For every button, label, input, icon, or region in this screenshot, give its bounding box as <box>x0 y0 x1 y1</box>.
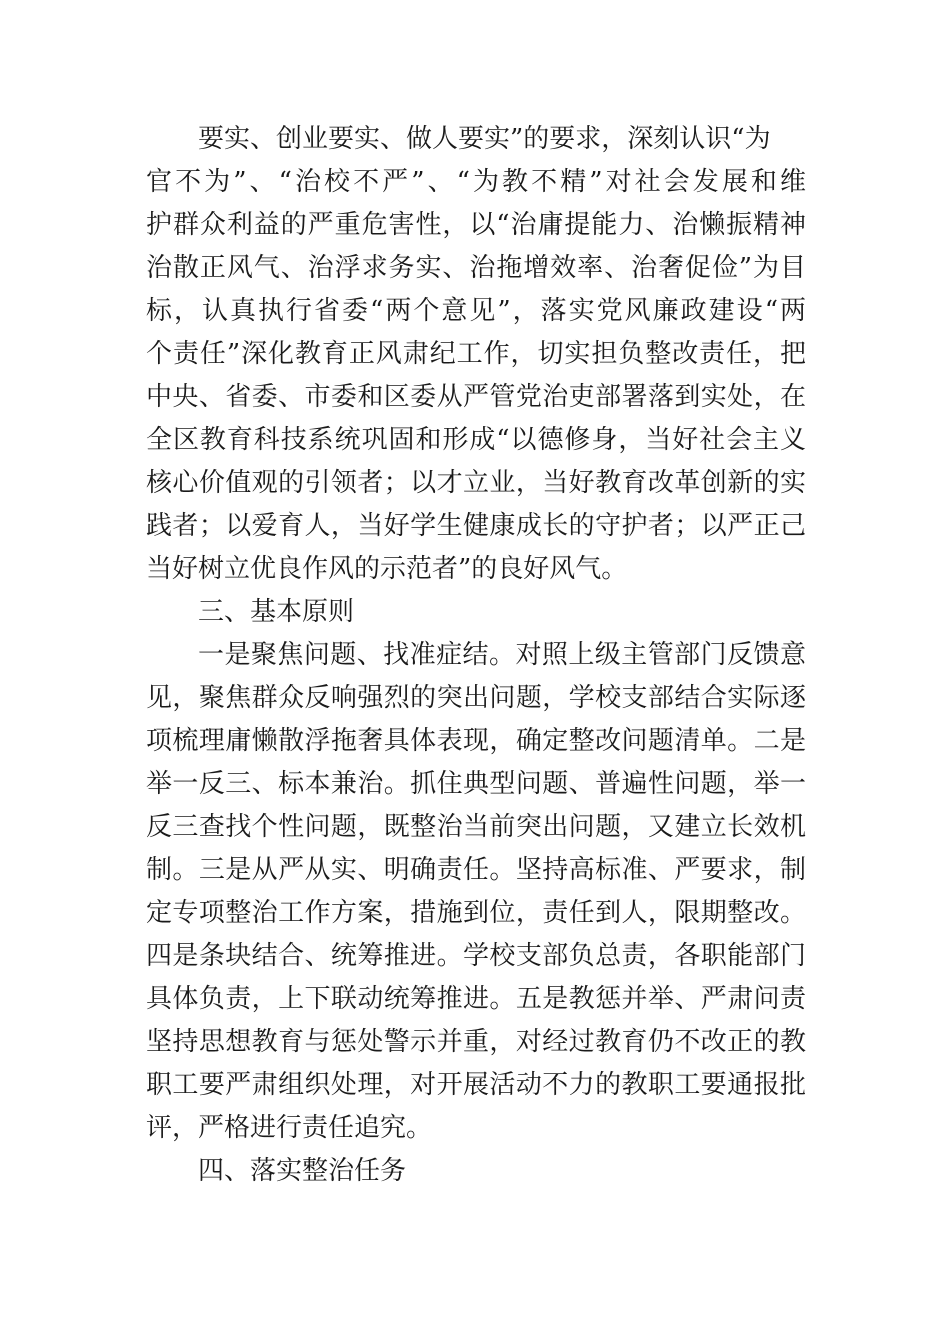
text-line: 全区教育科技系统巩固和形成“以德修身，当好社会主义 <box>146 425 806 455</box>
text-line: 要实、创业要实、做人要实”的要求，深刻认识“为 <box>198 124 771 154</box>
section-heading: 三、基本原则 <box>198 597 355 627</box>
text-line: 治散正风气、治浮求务实、治拖增效率、治奢促俭”为目 <box>146 253 806 283</box>
text-line: 坚持思想教育与惩处警示并重，对经过教育仍不改正的教 <box>146 1027 806 1057</box>
text-line: 四是条块结合、统筹推进。学校支部负总责，各职能部门 <box>146 941 806 971</box>
text-line: 举一反三、标本兼治。抓住典型问题、普遍性问题，举一 <box>146 769 806 799</box>
section-heading: 四、落实整治任务 <box>198 1156 407 1186</box>
text-line: 见，聚焦群众反响强烈的突出问题，学校支部结合实际逐 <box>146 683 806 713</box>
text-line: 评，严格进行责任追究。 <box>146 1113 433 1143</box>
text-line: 制。三是从严从实、明确责任。坚持高标准、严要求，制 <box>146 855 806 885</box>
text-line: 一是聚焦问题、找准症结。对照上级主管部门反馈意 <box>198 640 806 670</box>
text-line: 官不为”、“治校不严”、“为教不精”对社会发展和维 <box>146 167 806 197</box>
text-line: 践者；以爱育人，当好学生健康成长的守护者；以严正己 <box>146 511 806 541</box>
text-line: 中央、省委、市委和区委从严管党治吏部署落到实处，在 <box>146 382 806 412</box>
text-line: 项梳理庸懒散浮拖奢具体表现，确定整改问题清单。二是 <box>146 726 806 756</box>
text-line: 职工要严肃组织处理，对开展活动不力的教职工要通报批 <box>146 1070 806 1100</box>
document-body <box>146 118 806 1193</box>
text-line: 护群众利益的严重危害性，以“治庸提能力、治懒振精神 <box>146 210 806 240</box>
text-line: 当好树立优良作风的示范者”的良好风气。 <box>146 554 628 584</box>
text-line: 个责任”深化教育正风肃纪工作，切实担负整改责任，把 <box>146 339 806 369</box>
text-line: 标，认真执行省委“两个意见”，落实党风廉政建设“两 <box>146 296 806 326</box>
text-line: 定专项整治工作方案，措施到位，责任到人，限期整改。 <box>146 898 806 928</box>
text-line: 核心价值观的引领者；以才立业，当好教育改革创新的实 <box>146 468 806 498</box>
text-line: 具体负责，上下联动统筹推进。五是教惩并举、严肃问责 <box>146 984 806 1014</box>
text-line: 反三查找个性问题，既整治当前突出问题，又建立长效机 <box>146 812 806 842</box>
